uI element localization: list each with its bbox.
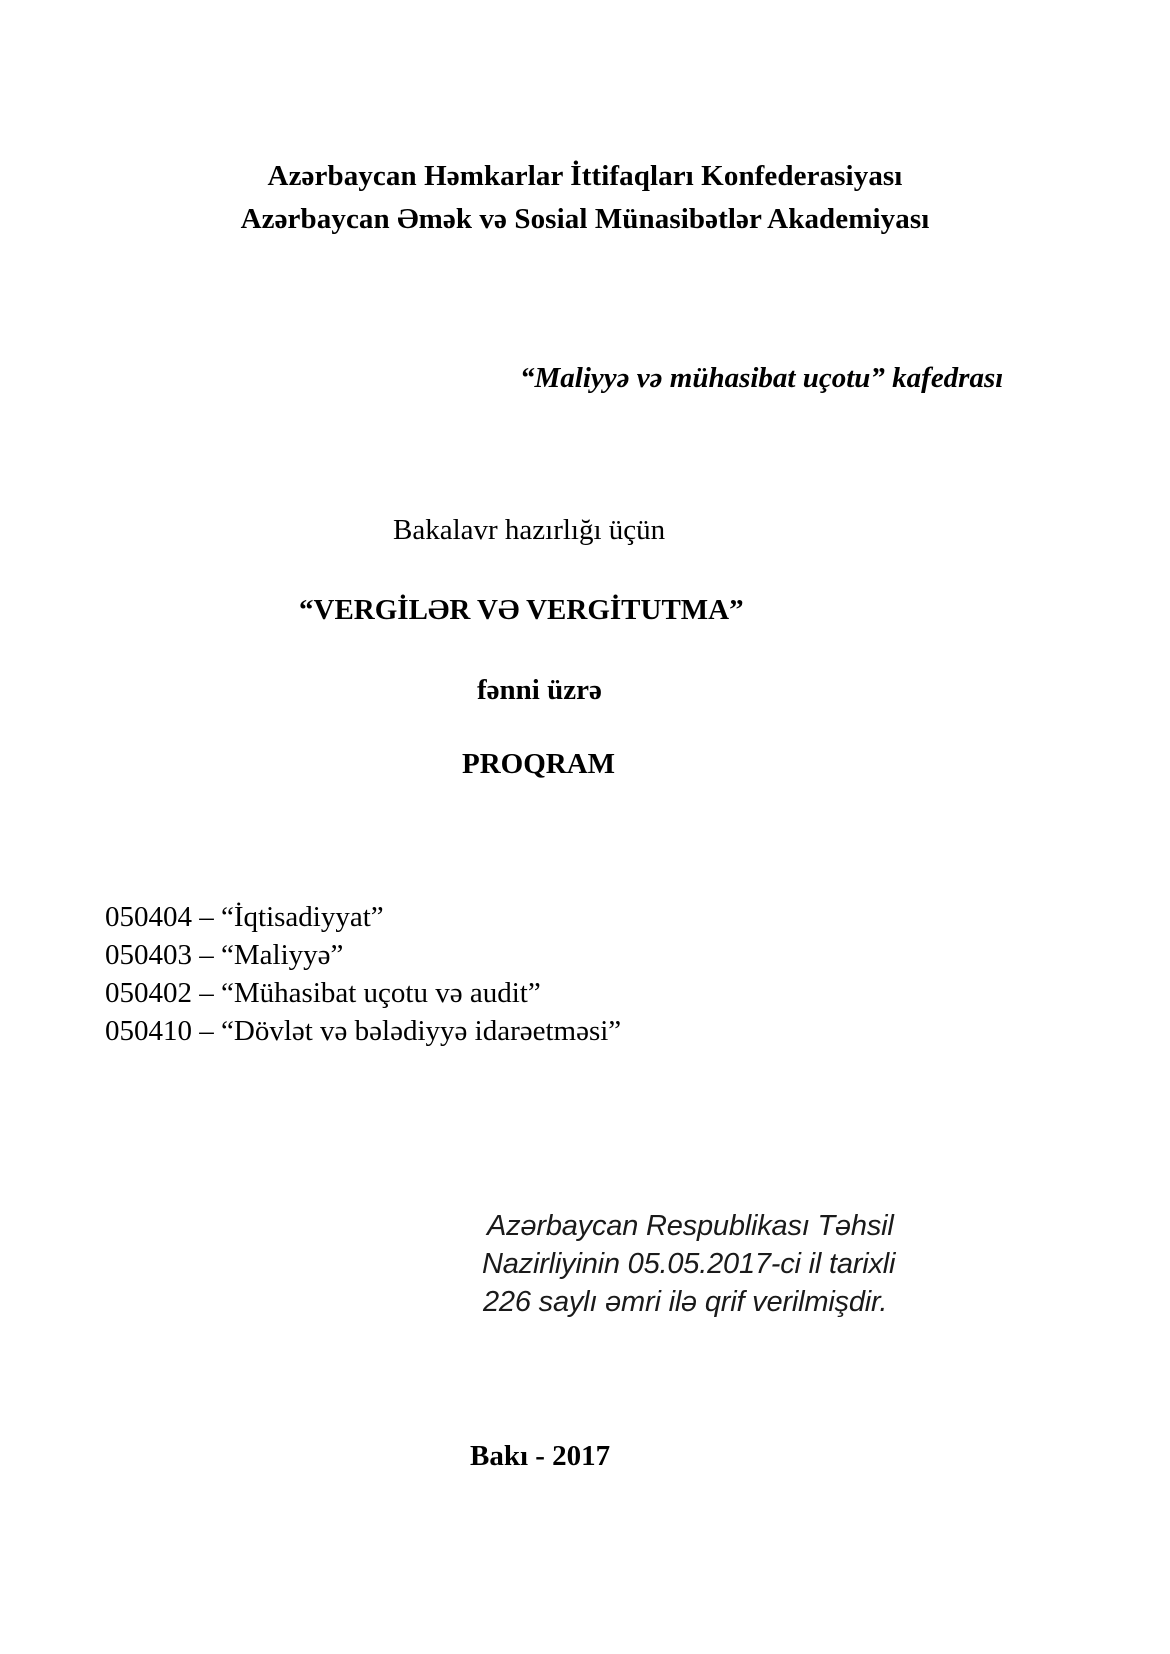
specialty-item: 050403 – “Maliyyə”	[105, 939, 344, 971]
subject-label: fənni üzrə	[477, 674, 602, 706]
organization-name: Azərbaycan Həmkarlar İttifaqları Konfederasiyası	[267, 160, 903, 192]
city-year: Bakı - 2017	[470, 1440, 611, 1472]
approval-line: Azərbaycan Respublikası Təhsil	[487, 1210, 894, 1242]
academy-name: Azərbaycan Əmək və Sosial Münasibətlər Akademiyası	[240, 203, 930, 235]
preparation-level: Bakalavr hazırlığı üçün	[393, 514, 666, 546]
specialty-item: 050410 – “Dövlət və bələdiyyə idarəetməsi”	[105, 1015, 622, 1047]
document-type: PROQRAM	[462, 748, 616, 780]
approval-line: 226 saylı əmri ilə qrif verilmişdir.	[483, 1286, 888, 1318]
specialty-item: 050404 – “İqtisadiyyat”	[105, 901, 384, 933]
course-title: “VERGİLƏR VƏ VERGİTUTMA”	[299, 594, 744, 626]
department-name: “Maliyyə və mühasibat uçotu” kafedrası	[520, 362, 1004, 394]
approval-line: Nazirliyinin 05.05.2017-ci il tarixli	[482, 1248, 896, 1280]
specialty-item: 050402 – “Mühasibat uçotu və audit”	[105, 977, 541, 1009]
